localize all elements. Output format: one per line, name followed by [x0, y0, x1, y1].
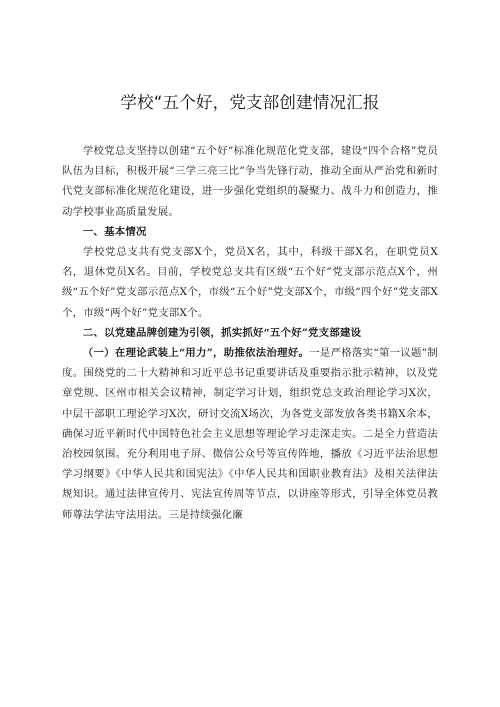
- basic-situation-paragraph: 学校党总支共有党支部X个，党员X名，其中，科级干部X名，在职党员X名，退休党员X名。目前，学校党总支共有区级“五个好”党支部示范点X个，州级“五个好”党支部示范点X个，市级“五个好”党支部X个，市级“四个好”党支部X个，市级“两个好”党支部X个。: [62, 246, 438, 319]
- section-heading-basic-situation: 一、基本情况: [82, 225, 147, 238]
- subsection-body-theory: 一是严格落实“第一议题”制度。围绕党的二十大精神和习近平总书记重要讲话及重要指示批示精神，以及党章党规、区州市相关会议精神，制定学习计划，组织党总支政治理论学习X次，中层干部职工理论学习X次，研讨交流X场次，为各党支部发放各类书籍X余本，确保习近平新时代中国特色社会主义思想等理论学习走深走实。二是全力营造法治校园氛围。充分利用电子屏、微信公众号等宣传阵地，播放《习近平法治思想学习纲要》《中华人民共和国宪法》《中华人民共和国职业教育法》及相关法律法规知识。通过法律宣传月、宪法宣传周等节点，以讲座等形式，引导全体党员教师尊法学法守法用法。三是持续强化廉: [62, 347, 438, 521]
- intro-paragraph: 学校党总支坚持以创建“五个好”标准化规范化党支部，建设“四个合格”党员队伍为目标，积极开展“三学三亮三比”争当先锋行动，推动全面从严治党和新时代党支部标准化规范化建设，进一步强化党组织的凝聚力、战斗力和创造力，推动学校事业高质量发展。: [62, 145, 438, 218]
- theory-arming-paragraph: [62, 343, 438, 525]
- section-heading-party-branch-building: 二、以党建品牌创建为引领，抓实抓好“五个好”党支部建设: [82, 326, 362, 339]
- document-title: 学校“五个好，党支部创建情况汇报: [120, 93, 380, 112]
- subsection-lead-theory: （一）在理论武装上“用力”，助推依法治理好。: [82, 347, 310, 360]
